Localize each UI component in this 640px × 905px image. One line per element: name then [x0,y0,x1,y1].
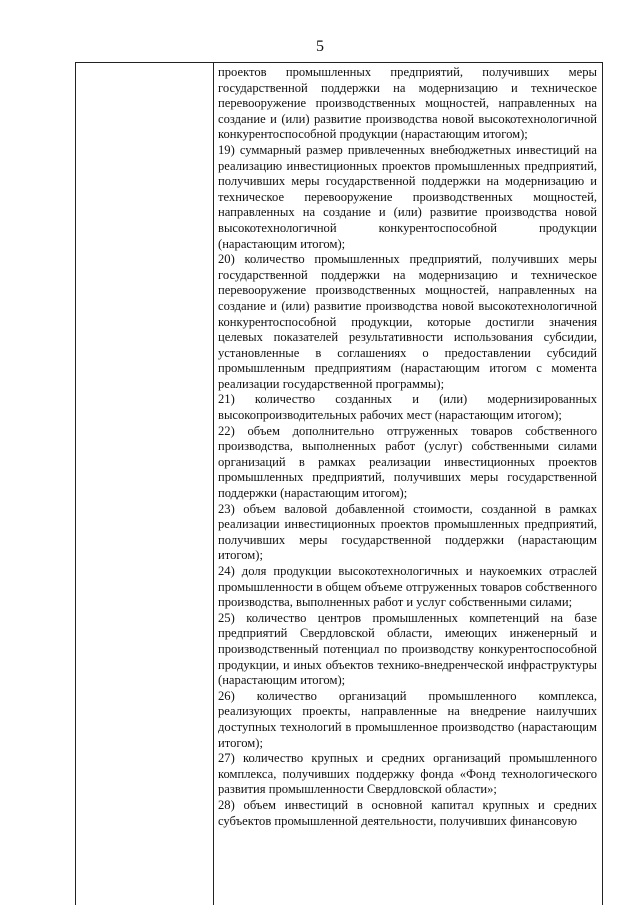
indicator-paragraph: 28) объем инвестиций в основной капитал крупных и средних субъектов промышленной деятельности, получивших финансовую [218,797,597,828]
indicator-paragraph: проектов промышленных предприятий, получивших меры государственной поддержки на модернизацию и техническое перевооружение производственных мощностей, направленных на создание и (или) развитие производства новой высокотехнологичной конкурентоспособной продукции (нарастающим итогом); [218,65,597,142]
indicator-paragraph: 20) количество промышленных предприятий, получивших меры государственной поддержки на модернизацию и техническое перевооружение производственных мощностей, направленных на создание и (или) развитие производства новой высокотехнологичной конкурентоспособной продукции, которые достигли значения целевых показателей результативности использования субсидии, установленные в соглашениях о предоставлении субсидий промышленным предприятиям (нарастающим итогом с момента реализации государственной программы); [218,252,597,391]
table-right-cell [214,63,602,905]
indicator-paragraph: 23) объем валовой добавленной стоимости, созданной в рамках реализации инвестиционных проектов промышленных предприятий, получивших меры государственной поддержки (нарастающим итогом); [218,501,597,563]
indicator-paragraph: 21) количество созданных и (или) модернизированных высокопроизводительных рабочих мест (нарастающим итогом); [218,392,597,423]
indicator-paragraph: 25) количество центров промышленных компетенций на базе предприятий Свердловской области, имеющих инженерный и производственный потенциал по производству конкурентоспособной продукции, и иных объектов технико-внедренческой инфраструктуры (нарастающим итогом); [218,610,597,688]
indicator-paragraph: 19) суммарный размер привлеченных внебюджетных инвестиций на реализацию инвестиционных проектов промышленных предприятий, получивших меры государственной поддержки на модернизацию и техническое перевооружение производственных мощностей, направленных на создание и (или) развитие производства новой высокотехнологичной конкурентоспособной продукции (нарастающим итогом); [218,142,597,251]
indicator-paragraph: 27) количество крупных и средних организаций промышленного комплекса, получивших поддержку фонда «Фонд технологического развития промышленности Свердловской области»; [218,751,597,797]
table-left-cell [76,63,214,905]
indicator-paragraph: 22) объем дополнительно отгруженных товаров собственного производства, выполненных работ (услуг) собственными силами организаций в рамках реализации инвестиционных проектов промышленных предприятий, получивших меры государственной поддержки (нарастающим итогом); [218,423,597,501]
indicator-paragraph: 26) количество организаций промышленного комплекса, реализующих проекты, направленные на внедрение наилучших доступных технологий в промышленное производство (нарастающим итогом); [218,688,597,750]
document-table [75,62,603,905]
indicator-paragraph: 24) доля продукции высокотехнологичных и наукоемких отраслей промышленности в общем объеме отгруженных товаров собственного производства, выполненных работ и услуг собственными силами; [218,564,597,610]
page-number: 5 [316,38,324,55]
